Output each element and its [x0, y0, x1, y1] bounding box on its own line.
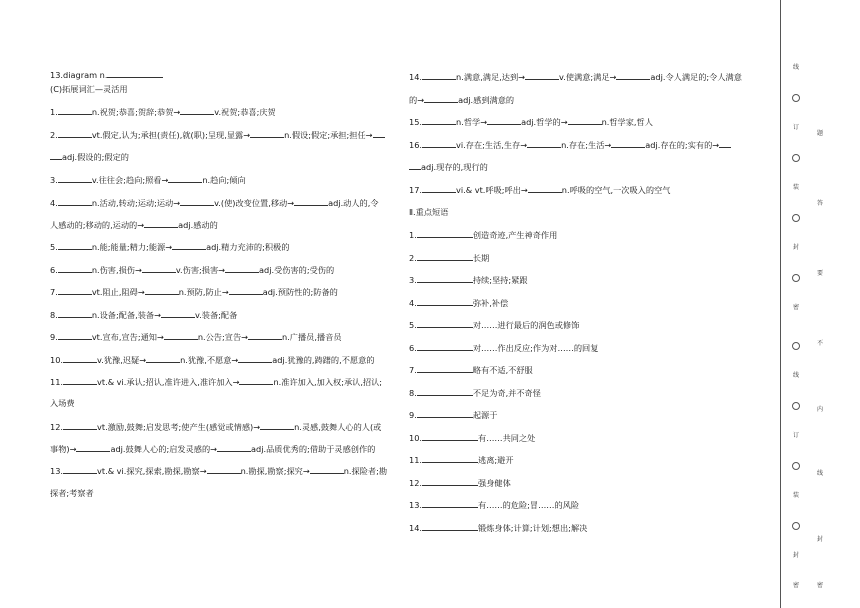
binding-hole-icon [792, 274, 800, 282]
answer-blank[interactable] [63, 376, 97, 385]
vocab-item-16-cont: adj.现存的,现行的 [409, 161, 488, 173]
answer-blank[interactable] [248, 331, 282, 340]
answer-blank[interactable] [164, 331, 198, 340]
phrase-item: 10. 有……共同之处 [409, 433, 536, 443]
margin-char: 封 [816, 536, 823, 543]
answer-blank[interactable] [260, 421, 294, 430]
answer-blank[interactable] [422, 454, 478, 463]
answer-blank[interactable] [373, 129, 385, 138]
binding-hole-icon [792, 462, 800, 470]
binding-hole-icon [792, 94, 800, 102]
answer-blank[interactable] [417, 252, 473, 261]
binding-hole-icon [792, 342, 800, 350]
vocab-item-7: 7. vt.阻止,阻碍→ n.预防,防止→ adj.预防性的;防备的 [50, 287, 338, 297]
binding-hole-icon [792, 402, 800, 410]
answer-blank[interactable] [161, 309, 195, 318]
answer-blank[interactable] [719, 139, 731, 148]
vocab-item-10: 10. v.犹豫,迟疑→ n.犹豫,不愿意→ adj.犹豫的,踌躇的,不愿意的 [50, 355, 375, 365]
answer-blank[interactable] [63, 465, 97, 474]
answer-blank[interactable] [58, 286, 92, 295]
margin-char: 密 [816, 582, 823, 589]
vocab-item-3: 3. v.往往会;趋向;照看→ n.趋向;倾向 [50, 175, 246, 185]
margin-char: 装 [792, 184, 799, 191]
binding-hole-icon [792, 154, 800, 162]
answer-blank[interactable] [58, 197, 92, 206]
phrase-item: 2. 长期 [409, 253, 490, 263]
answer-blank[interactable] [239, 376, 273, 385]
margin-char: 题 [816, 130, 823, 137]
phrase-item: 13. 有……的危险;冒……的风险 [409, 500, 580, 510]
margin-char: 内 [816, 406, 823, 413]
answer-blank[interactable] [50, 151, 62, 160]
answer-blank[interactable] [58, 129, 92, 138]
vocab-item-15: 15. n.哲学→ adj.哲学的→ n.哲学家,哲人 [409, 117, 653, 127]
answer-blank[interactable] [417, 319, 473, 328]
answer-blank[interactable] [422, 71, 456, 80]
answer-blank[interactable] [422, 522, 478, 531]
answer-blank[interactable] [487, 116, 521, 125]
margin-char: 线 [816, 470, 823, 477]
margin-char: 封 [792, 552, 799, 559]
answer-blank[interactable] [250, 129, 284, 138]
phrase-item: 12. 强身健体 [409, 478, 511, 488]
vocab-item-12-cont: 事物)→ adj.鼓舞人心的;启发灵感的→ adj.品质优秀的;借助于灵感创作的 [50, 444, 376, 454]
answer-blank[interactable] [229, 286, 263, 295]
answer-blank[interactable] [422, 116, 456, 125]
answer-blank[interactable] [422, 184, 456, 193]
margin-char: 线 [792, 64, 799, 71]
answer-blank[interactable] [310, 465, 344, 474]
answer-blank[interactable] [238, 354, 272, 363]
answer-blank[interactable] [417, 364, 473, 373]
phrase-item: 6. 对……作出反应;作为对……的回复 [409, 343, 599, 353]
answer-blank[interactable] [58, 106, 92, 115]
margin-char: 不 [816, 340, 823, 347]
vocab-item-8: 8. n.设备;配备,装备→ v.装备;配备 [50, 310, 238, 320]
answer-blank[interactable] [525, 71, 559, 80]
margin-char: 订 [792, 432, 799, 439]
vocab-item-4-cont: 人感动的;移动的,运动的→ adj.感动的 [50, 220, 218, 230]
phrase-item: 8. 不足为奇,并不奇怪 [409, 388, 541, 398]
vocab-item-2-cont: adj.假设的;假定的 [50, 151, 129, 163]
phrase-item: 7. 略有不适,不舒服 [409, 365, 533, 375]
answer-blank[interactable] [180, 106, 214, 115]
binding-line [780, 0, 781, 608]
phrase-item: 4. 弥补,补偿 [409, 298, 509, 308]
answer-blank[interactable] [58, 309, 92, 318]
answer-blank[interactable] [58, 241, 92, 250]
section-heading-c: (C)拓展词汇—灵活用 [50, 84, 128, 94]
answer-blank[interactable] [409, 161, 421, 170]
answer-blank[interactable] [168, 174, 202, 183]
phrase-item: 11. 逃离;避开 [409, 455, 514, 465]
vocab-item-14-cont: 的→ adj.感到满意的 [409, 95, 515, 105]
answer-blank[interactable] [528, 184, 562, 193]
vocab-item-2: 2. vt.假定,认为;承担(责任),就(职);呈现,显露→ n.假设;假定;承担;担任→ [50, 129, 385, 141]
answer-blank[interactable] [145, 286, 179, 295]
vocab-item-9: 9. vt.宣布,宣告;通知→ n.公告;宣告→ n.广播员,播音员 [50, 332, 342, 342]
binding-hole-icon [792, 214, 800, 222]
answer-blank[interactable] [424, 94, 458, 103]
margin-char: 线 [792, 372, 799, 379]
margin-char: 密 [792, 582, 799, 589]
answer-blank[interactable] [422, 499, 478, 508]
phrase-item: 1. 创造奇迹,产生神奇作用 [409, 230, 558, 240]
binding-hole-icon [792, 522, 800, 530]
answer-blank[interactable] [417, 409, 473, 418]
vocab-item-16: 16. vi.存在;生活,生存→ n.存在;生活→ adj.存在的;实有的→ [409, 139, 731, 151]
answer-blank[interactable] [144, 219, 178, 228]
vocab-item-6: 6. n.伤害,损伤→ v.伤害;损害→ adj.受伤害的;受伤的 [50, 265, 335, 275]
phrase-item: 14. 锻炼身体;计算;计划;想出;解决 [409, 523, 588, 533]
vocab-item-1: 1. n.祝贺;恭喜;贺辞;恭贺→ v.祝贺;恭喜;庆贺 [50, 107, 276, 117]
vocab-item-14: 14. n.满意,满足,达到→ v.使满意;满足→ adj.令人满足的;令人满意 [409, 72, 742, 82]
phrase-item: 5. 对……进行最后的润色或修饰 [409, 320, 580, 330]
vocab-item-5: 5. n.能;能量;精力;能源→ adj.精力充沛的;积极的 [50, 242, 290, 252]
margin-char: 装 [792, 492, 799, 499]
answer-blank[interactable] [142, 264, 176, 273]
answer-blank[interactable] [217, 443, 251, 452]
answer-blank[interactable] [180, 197, 214, 206]
binding-margin-warning [814, 0, 826, 608]
vocab-item-17: 17. vi.& vt.呼吸;呼出→ n.呼吸的空气,一次吸入的空气 [409, 185, 671, 195]
margin-char: 封 [792, 244, 799, 251]
vocab-item-13: 13. vt.& vi.探究,探索,勘探,勘察→ n.勘探,勘察;探究→ n.探险者;勘 [50, 466, 388, 476]
margin-char: 密 [792, 304, 799, 311]
vocab-item-12: 12. vt.激励,鼓舞;启发思考;使产生(感觉或情感)→ n.灵感,鼓舞人心的人(或 [50, 422, 382, 432]
margin-char: 订 [792, 124, 799, 131]
answer-blank[interactable] [207, 465, 241, 474]
phrase-item: 3. 持续;坚持;紧跟 [409, 275, 528, 285]
answer-blank[interactable] [616, 71, 650, 80]
answer-blank[interactable] [417, 387, 473, 396]
answer-blank[interactable] [422, 139, 456, 148]
answer-blank[interactable] [417, 229, 473, 238]
answer-blank[interactable] [58, 331, 92, 340]
vocab-item-13-cont: 探者;考察者 [50, 488, 94, 498]
answer-blank[interactable] [422, 477, 478, 486]
answer-blank[interactable] [417, 297, 473, 306]
answer-blank[interactable] [63, 421, 97, 430]
answer-blank[interactable] [63, 354, 97, 363]
answer-blank[interactable] [58, 264, 92, 273]
answer-blank[interactable] [294, 197, 328, 206]
answer-blank[interactable] [146, 354, 180, 363]
margin-char: 要 [816, 270, 823, 277]
phrase-item: 9. 起源于 [409, 410, 498, 420]
vocab-item-4: 4. n.活动,转动;运动;运动→ v.(使)改变位置,移动→ adj.动人的,令 [50, 198, 379, 208]
margin-char: 答 [816, 200, 823, 207]
answer-blank[interactable] [58, 174, 92, 183]
vocab-item-11-cont: 入场费 [50, 398, 75, 408]
vocab-item-11: 11. vt.& vi.承认;招认,准许进入,准许加入→ n.准许加入,加入权;承认,招认; [50, 377, 383, 387]
answer-blank[interactable] [417, 342, 473, 351]
binding-margin-marks [790, 0, 802, 608]
section-heading-ii: Ⅱ.重点短语 [409, 207, 449, 217]
item-13-diagram: 13.diagram n. [50, 69, 163, 81]
answer-blank[interactable] [422, 432, 478, 441]
answer-blank[interactable] [527, 139, 561, 148]
answer-blank[interactable] [76, 443, 110, 452]
answer-blank[interactable] [611, 139, 645, 148]
answer-blank[interactable] [417, 274, 473, 283]
answer-blank[interactable] [568, 116, 602, 125]
answer-blank[interactable] [107, 69, 163, 78]
answer-blank[interactable] [225, 264, 259, 273]
answer-blank[interactable] [172, 241, 206, 250]
